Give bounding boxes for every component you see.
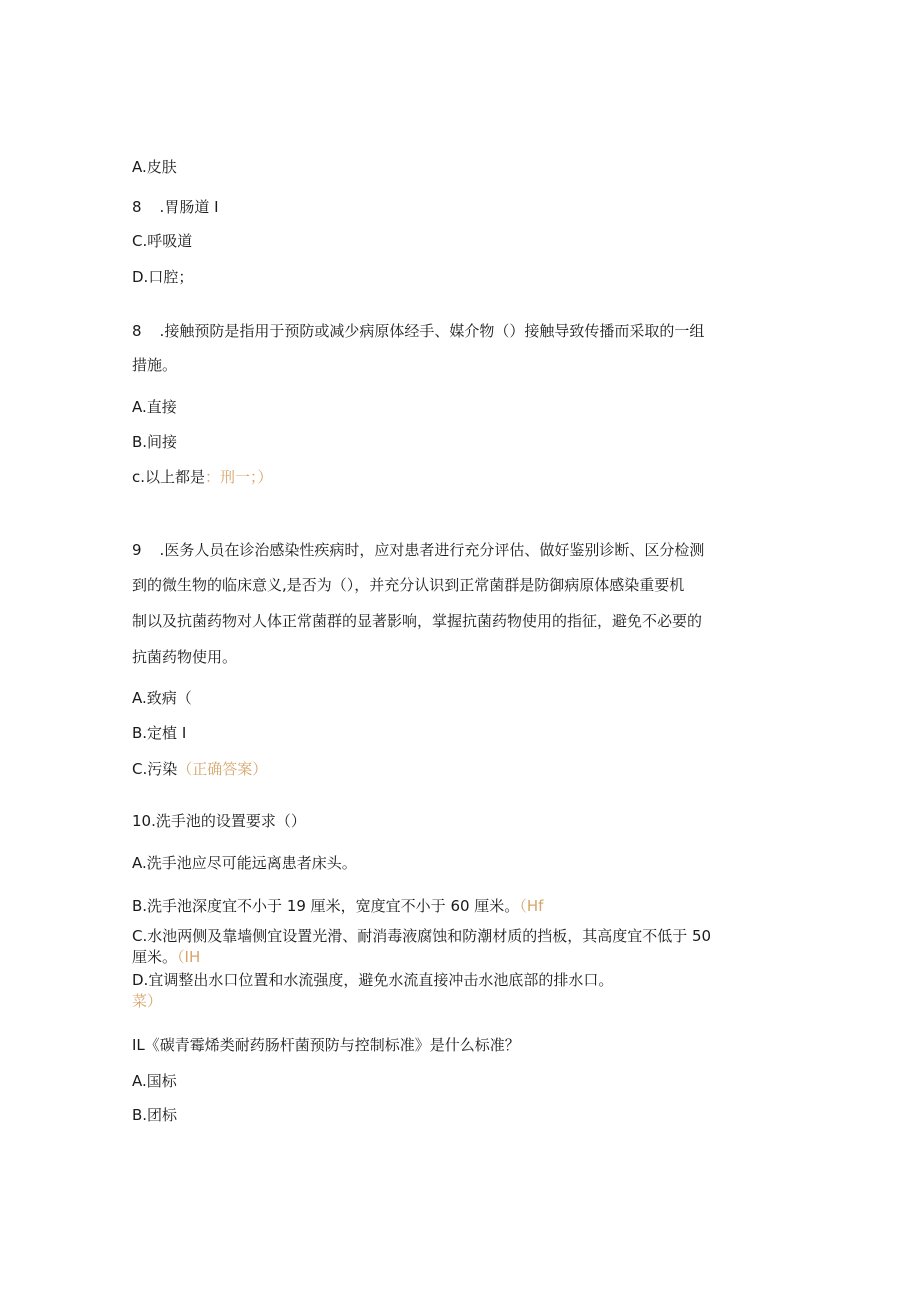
option-c-all: [132, 467, 273, 487]
question-10-stem: 10.洗手池的设置要求（）: [132, 812, 306, 830]
option-b-indirect: B.间接: [132, 433, 178, 451]
option-c-sink: C.水池两侧及靠墙侧宜设置光滑、耐消毒液腐蚀和防潮材质的挡板，其高度宜不低于 50: [132, 927, 712, 945]
correct-answer-mark: （正确答案）: [177, 760, 268, 778]
answer-mark-fragment: 菜）: [132, 992, 163, 1010]
option-b-group: B.团标: [132, 1106, 178, 1124]
option-d-oral: D.口腔；: [132, 268, 194, 286]
question-text: .医务人员在诊治感染性疾病时，应对患者进行充分评估、做好鉴别诊断、区分检测: [159, 541, 705, 559]
option-b-sink: [132, 896, 543, 916]
option-text: 厘米。: [132, 948, 178, 966]
option-a-skin: A.皮肤: [132, 158, 177, 176]
question-9-stem-line2: 到的微生物的临床意义,是否为（），并充分认识到正常菌群是防御病原体感染重要机: [132, 576, 685, 594]
option-a-national: A.国标: [132, 1072, 177, 1090]
option-text: B.洗手池深度宜不小于 19 厘米，宽度宜不小于 60 厘米。: [132, 897, 520, 915]
answer-mark: ：刑一；）: [205, 468, 273, 486]
option-c-respiratory: C.呼吸道: [132, 232, 193, 250]
question-9-stem-line3: 制以及抗菌药物对人体正常菌群的显著影响，掌握抗菌药物使用的指征，避免不必要的: [132, 612, 703, 630]
answer-mark: （Hf: [519, 897, 544, 915]
option-a-sink: A.洗手池应尽可能远离患者床头。: [132, 854, 357, 872]
option-b-colonization: B.定植 I: [132, 724, 187, 742]
option-text: .胃肠道 I: [159, 198, 219, 216]
answer-mark: （IH: [177, 948, 201, 966]
question-text: .接触预防是指用于预防或减少病原体经手、媒介物（）接触导致传播而采取的一组: [159, 322, 705, 340]
option-a-direct: A.直接: [132, 398, 177, 416]
option-b-gi-tract: [132, 197, 219, 217]
option-c-contamination: [132, 759, 267, 779]
question-9-stem: [132, 540, 704, 560]
question-9-stem-line4: 抗菌药物使用。: [132, 648, 238, 666]
option-a-pathogenic: A.致病（: [132, 689, 192, 707]
question-number: 9: [132, 541, 142, 559]
option-text: C.污染: [132, 760, 178, 778]
option-c-sink-cont: [132, 947, 200, 967]
question-11-stem: IL《碳青霉烯类耐药肠杆菌预防与控制标准》是什么标准？: [132, 1036, 520, 1054]
question-number: 8: [132, 198, 142, 216]
question-8-stem: [132, 321, 704, 341]
option-text: c.以上都是: [132, 468, 206, 486]
question-8-stem-cont: 措施。: [132, 356, 178, 374]
question-number: 8: [132, 322, 142, 340]
option-d-sink: D.宜调整出水口位置和水流强度，避免水流直接冲击水池底部的排水口。: [132, 971, 614, 989]
